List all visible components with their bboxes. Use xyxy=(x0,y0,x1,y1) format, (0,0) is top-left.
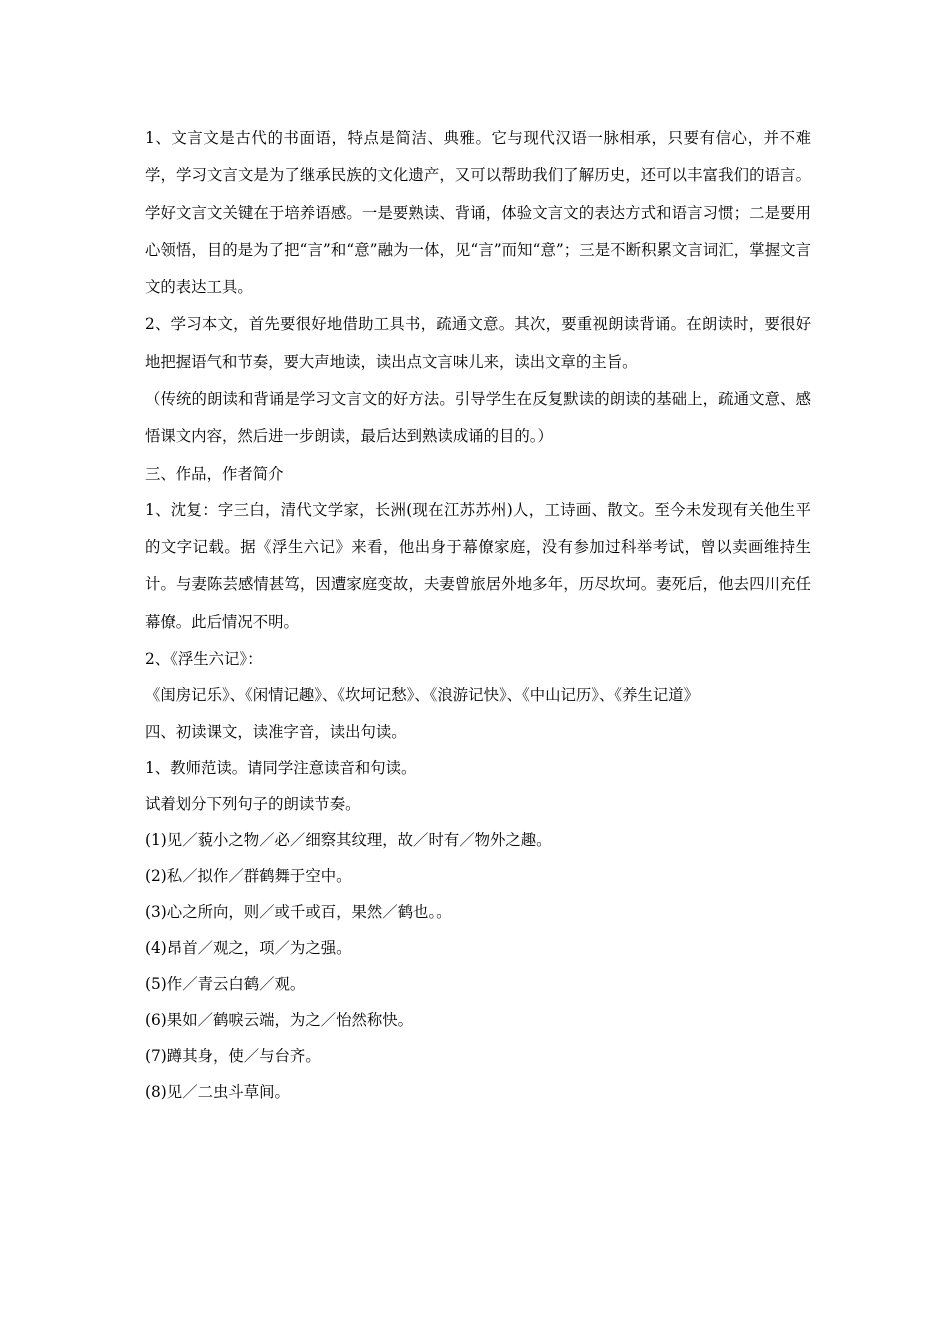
paragraph-rhythm-instruction: 试着划分下列句子的朗读节奏。 xyxy=(145,795,361,814)
section-heading-first-reading: 四、初读课文，读准字音，读出句读。 xyxy=(145,723,407,742)
paragraph-reading-note: （传统的朗读和背诵是学习文言文的好方法。引导学生在反复默读的朗读的基础上，疏通文意、感悟课文内容，然后进一步朗读，最后达到熟读成诵的目的。） xyxy=(145,390,811,446)
rhythm-sentence-1: (1)见／藐小之物／必／细察其纹理，故／时有／物外之趣。 xyxy=(145,831,552,850)
rhythm-sentence-4: (4)昂首／观之，项／为之强。 xyxy=(145,939,352,958)
rhythm-sentence-7: (7)蹲其身，使／与台齐。 xyxy=(145,1047,321,1066)
paragraph-book-chapters: 《闺房记乐》、《闲情记趣》、《坎坷记愁》、《浪游记快》、《中山记历》、《养生记道》 xyxy=(145,685,700,704)
rhythm-sentence-2: (2)私／拟作／群鹤舞于空中。 xyxy=(145,867,352,886)
paragraph-teacher-reading: 1、教师范读。请同学注意读音和句读。 xyxy=(145,759,417,778)
rhythm-sentence-6: (6)果如／鹤唳云端，为之／怡然称快。 xyxy=(145,1011,414,1030)
rhythm-sentence-8: (8)见／二虫斗草间。 xyxy=(145,1083,290,1102)
paragraph-study-method: 2、学习本文，首先要很好地借助工具书，疏通文意。其次，要重视朗读背诵。在朗读时，要很好地把握语气和节奏，要大声地读，读出点文言味儿来，读出文章的主旨。 xyxy=(145,315,811,371)
paragraph-intro-classical-chinese: 1、文言文是古代的书面语，特点是简洁、典雅。它与现代汉语一脉相承，只要有信心，并不难学，学习文言文是为了继承民族的文化遗产，又可以帮助我们了解历史，还可以丰富我们的语言。学好文言文关键在于培养语感。一是要熟读、背诵，体验文言文的表达方式和语言习惯；二是要用心领悟，目的是为了把“言”和“意”融为一体，见“言”而知“意”；三是不断积累文言词汇，掌握文言文的表达工具。 xyxy=(145,129,811,297)
document-body xyxy=(145,120,811,1110)
paragraph-book-title: 2、《浮生六记》： xyxy=(145,649,263,668)
rhythm-sentence-3: (3)心之所向，则／或千或百，果然／鹤也。。 xyxy=(145,903,452,922)
section-heading-author: 三、作品，作者简介 xyxy=(145,464,284,483)
rhythm-sentence-5: (5)作／青云白鹤／观。 xyxy=(145,975,306,994)
paragraph-author-bio: 1、沈复：字三白，清代文学家，长洲(现在江苏苏州)人，工诗画、散文。至今未发现有关他生平的文字记载。据《浮生六记》来看，他出身于幕僚家庭，没有参加过科举考试，曾以卖画维持生计。与妻陈芸感情甚笃，因遭家庭变故，夫妻曾旅居外地多年，历尽坎坷。妻死后，他去四川充任幕僚。此后情况不明。 xyxy=(145,500,811,631)
